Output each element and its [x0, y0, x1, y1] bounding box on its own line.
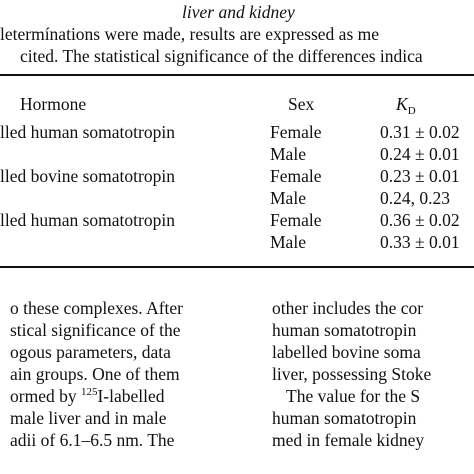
- header-sex: Sex: [288, 94, 315, 114]
- row-1-sex: Female: [270, 122, 322, 142]
- caption-line-1: letermínations were made, results are expressed as me: [0, 24, 380, 44]
- right-line-2: human somatotropin: [272, 320, 417, 340]
- row-1-hormone: lled human somatotropin: [0, 122, 175, 142]
- row-4-kd: 0.24, 0.23: [380, 188, 450, 208]
- right-line-1: other includes the cor: [272, 298, 424, 318]
- right-line-5: The value for the S: [286, 386, 421, 406]
- row-6-kd: 0.33 ± 0.01: [380, 232, 460, 252]
- row-1-kd: 0.31 ± 0.02: [380, 122, 460, 142]
- row-4-sex: Male: [270, 188, 306, 208]
- row-5-sex: Female: [270, 210, 322, 230]
- caption-title: liver and kidney: [182, 2, 295, 22]
- row-3-sex: Female: [270, 166, 322, 186]
- caption-line-2: cited. The statistical significance of the differences indica: [20, 46, 423, 66]
- left-line-6: male liver and in male: [10, 408, 167, 428]
- row-3-kd: 0.23 ± 0.01: [380, 166, 460, 186]
- row-2-kd: 0.24 ± 0.01: [380, 144, 460, 164]
- left-line-4: ain groups. One of them: [10, 364, 180, 384]
- left-line-2: stical significance of the: [10, 320, 181, 340]
- left-line-3: ogous parameters, data: [10, 342, 171, 362]
- left-line-1: o these complexes. After: [10, 298, 184, 318]
- right-line-7: med in female kidney: [272, 430, 425, 450]
- right-line-3: labelled bovine soma: [272, 342, 421, 362]
- header-hormone: Hormone: [20, 94, 87, 114]
- right-line-4: liver, possessing Stoke: [272, 364, 432, 384]
- row-3-hormone: lled bovine somatotropin: [0, 166, 175, 186]
- right-line-6: human somatotropin: [272, 408, 417, 428]
- left-line-7: adii of 6.1–6.5 nm. The: [10, 430, 175, 450]
- header-kd: $K_D$: [396, 94, 416, 117]
- row-2-sex: Male: [270, 144, 306, 164]
- left-line-5: ormed by $^{125}$I-labelled: [10, 386, 165, 406]
- row-5-kd: 0.36 ± 0.02: [380, 210, 460, 230]
- row-5-hormone: lled human somatotropin: [0, 210, 175, 230]
- table-top-rule: [0, 74, 474, 76]
- row-6-sex: Male: [270, 232, 306, 252]
- table-bottom-rule: [0, 266, 474, 268]
